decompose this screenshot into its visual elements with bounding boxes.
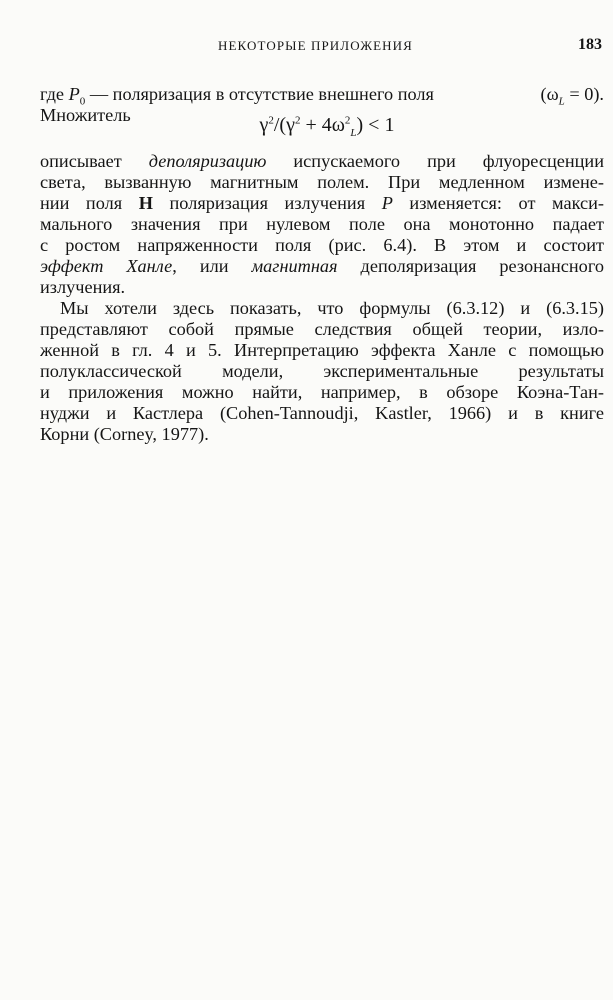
text-run: (ω xyxy=(540,84,559,104)
text-line: полуклассической модели, экспериментальные результаты xyxy=(40,361,604,381)
subscript: 0 xyxy=(79,95,86,108)
page-header xyxy=(0,36,613,58)
text-line xyxy=(40,256,604,277)
superscript: 2 xyxy=(268,114,274,127)
emphasis: эффект Ханле xyxy=(40,256,173,276)
text-run: описывает xyxy=(40,151,149,171)
symbol-p: P xyxy=(68,84,80,104)
text-line: представляют собой прямые следствия общей теории, изло- xyxy=(40,319,604,339)
text-line: мального значения при нулевом поле она монотонно падает xyxy=(40,214,604,234)
text-run: , или xyxy=(172,256,252,276)
text-run: деполяризация резонансного xyxy=(337,256,604,276)
text-line: Мы хотели здесь показать, что формулы (6.3.12) и (6.3.15) xyxy=(60,298,604,318)
text-line: Корни (Corney, 1977). xyxy=(40,424,209,444)
text-run: — поляризация в отсутствие внешнего поля xyxy=(85,84,434,104)
vector-h: H xyxy=(138,193,153,213)
text-line xyxy=(40,151,604,172)
text-line: и приложения можно найти, например, в обзоре Коэна-Тан- xyxy=(40,382,604,402)
formula-part: ) < 1 xyxy=(356,114,395,136)
text-run: где xyxy=(40,84,69,104)
text-line: нуджи и Кастлера (Cohen-Tannoudji, Kastler, 1966) и в книге xyxy=(40,403,604,423)
text-line: Множитель xyxy=(40,105,131,125)
text-run: изменяется: от макси- xyxy=(392,193,604,213)
page-number: 183 xyxy=(578,36,602,53)
text-line xyxy=(40,84,604,108)
body-text xyxy=(40,84,604,445)
text-line: женной в гл. 4 и 5. Интерпретацию эффекта Ханле с помощью xyxy=(40,340,604,360)
formula-part: + 4ω xyxy=(300,114,345,136)
formula-part: γ xyxy=(259,114,269,136)
superscript: 2 xyxy=(344,114,351,127)
emphasis: магнитная xyxy=(251,256,338,276)
text-run: нии поля xyxy=(40,193,139,213)
text-line: света, вызванную магнитным полем. При медленном измене- xyxy=(40,172,604,192)
text-run: испускаемого при флуоресценции xyxy=(266,151,604,171)
subscript: L xyxy=(558,95,565,108)
emphasis: деполяризацию xyxy=(148,151,267,171)
text-line xyxy=(40,193,604,214)
subscript: L xyxy=(350,127,357,139)
inline-formula xyxy=(540,84,605,108)
text-line: с ростом напряженности поля (рис. 6.4). В этом и состоит xyxy=(40,235,604,255)
symbol-p: P xyxy=(381,193,393,213)
superscript: 2 xyxy=(294,114,301,127)
text-run: поляризация излучения xyxy=(152,193,382,213)
running-head: НЕКОТОРЫЕ ПРИЛОЖЕНИЯ xyxy=(218,38,413,53)
text-run: = 0). xyxy=(564,84,604,104)
formula-part: /(γ xyxy=(273,114,295,136)
text-line: излучения. xyxy=(40,277,126,297)
